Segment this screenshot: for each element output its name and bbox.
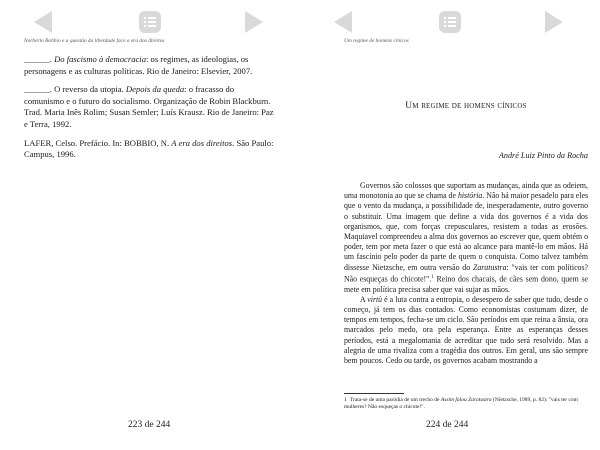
bibliography-entry (24, 138, 276, 161)
author-name: André Luiz Pinto da Rocha (498, 151, 588, 160)
footnote: 1 Trata-se de uma paródia de um trecho de Assim falou Zaratustra (Nietzsche, 1989, p. 82): "vais ter com mulheres? Não esqueças o chicote!". (344, 397, 578, 411)
body-text (344, 181, 588, 366)
entry-dash: ______. (24, 54, 52, 64)
footnote-number: 1 (344, 397, 347, 403)
entry-text: O reverso da utopia. (51, 84, 126, 95)
paragraph: Governos são colossos que suportam as mudanças, ainda que as odeiem, uma monotonia ao que se chama de história. Não há maior pesadelo para eles que o vento da mudança, a possibilidade de, inesperadamente, outro governo o substituir. Uma imagem que define a vida dos governos é a vida dos organismos, que, com forças crepusculares, resistem a todas as erosões. Maquiavel compreendeu a alma dos governos ao escrever que, quem obtém o poder, tem por meta fazer o que está ao alcance para mantê-lo em mãos. Há um fascínio pelo poder da parte de quem o conquista. Como talvez também dissesse Nietzsche, em outra versão do Zaratustra: "vais ter com políticos? Não esqueças do chicote!".$^1$ Reino dos chacais, de cães sem dono, quem se mete em política precisa saber que vai sujar as mãos. (344, 181, 589, 294)
page-number: 223 de 244 (128, 420, 171, 430)
running-head: Um regime de homens cínicos (344, 38, 409, 44)
right-page (300, 0, 600, 450)
right-navigation-bar (300, 10, 600, 36)
paragraph: A virtù é a luta contra a entropia, o desespero de saber que tudo, desde o começo, já tem os dias contados. Como economistas costumam dizer, de tempos em tempos, fecha-se um ciclo. São períodos em que reina a ânsia, ora marcados pelo medo, ora pela esperança. Entre as esperanças desses períodos, está a megalomania de acreditar que tudo será resolvido. Mas a alegria de uma rivaliza com a tragédia dos outros. Em geral, uns são sempre bem poucos. Cedo ou tarde, os governos acabam mostrando a (344, 294, 588, 366)
arrow-right-icon[interactable] (243, 10, 265, 34)
arrow-right-icon[interactable] (543, 10, 565, 34)
entry-title: Depois da queda (125, 84, 185, 95)
arrow-left-icon[interactable] (332, 10, 354, 34)
entry-text: LAFER, Celso. Prefácio. In: BOBBIO, N. (24, 137, 172, 148)
menu-list-icon[interactable] (139, 10, 161, 34)
running-head: Norberto Bobbio e a questão da liberdade face a era dos direitos (24, 38, 165, 44)
entry-title: A era dos direitos (171, 137, 233, 148)
left-navigation-bar (0, 10, 300, 36)
bibliography-entry (24, 54, 276, 77)
menu-list-icon[interactable] (439, 10, 461, 34)
entry-dash: ______. (24, 84, 52, 95)
bibliography-entry (24, 84, 276, 130)
page-number: 224 de 244 (426, 420, 469, 430)
entry-text: : os regimes, as ideologias, os personagens e as culturas políticas. Rio de Janeiro: Elsevier, 2007. (24, 54, 253, 76)
entry-title: Do fascismo à democracia (54, 54, 146, 64)
arrow-left-icon[interactable] (32, 10, 54, 34)
bibliography (24, 54, 276, 168)
footnote-divider (344, 393, 404, 394)
entry-text: . São Paulo: Campus, 1996. (24, 137, 274, 160)
entry-text: : o fracasso do comunismo e o futuro do socialismo. Organização de Robin Blackburn. Trad. Maria Inês Rolim; Susan Semler; Luís Krausz. Rio de Janeiro: Paz e Terra, 1992. (24, 84, 274, 129)
chapter-title: Um regime de homens cínicos (405, 101, 527, 111)
footnote-reference[interactable]: 1 (431, 274, 434, 280)
